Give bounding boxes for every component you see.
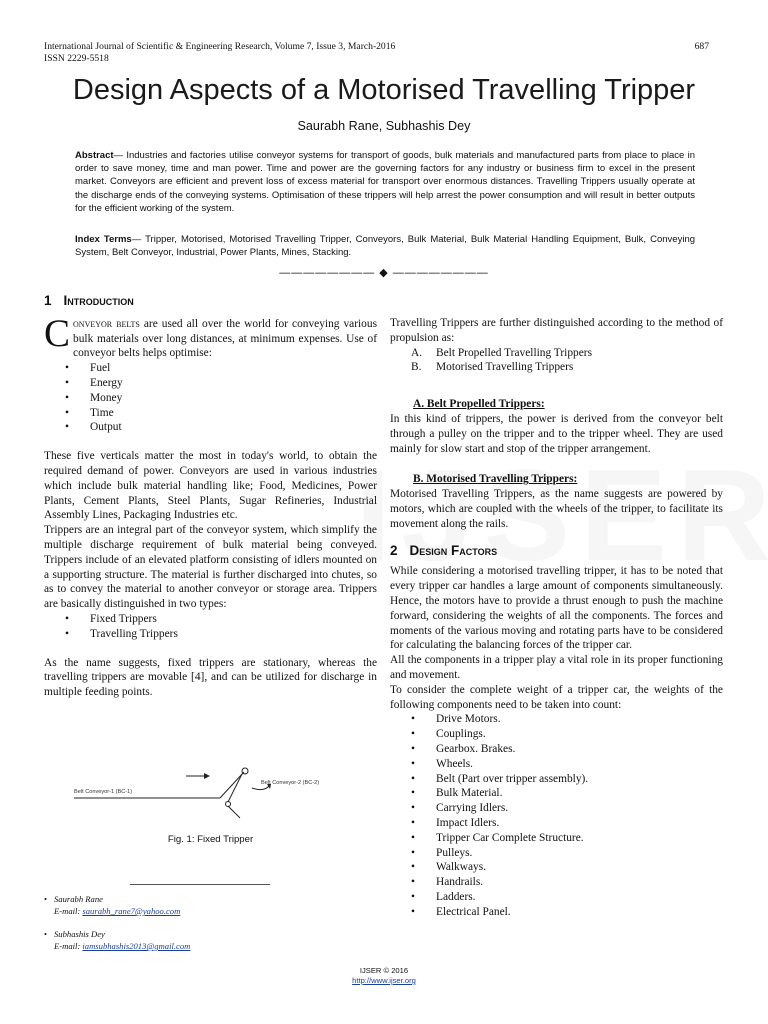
journal-name: International Journal of Scientific & Engineering Research, Volume 7, Issue 3, March-2016 (44, 41, 396, 52)
snub-pulley-icon (226, 802, 231, 807)
section-separator: ———————— ◆ ———————— (279, 267, 489, 279)
list-item: • Fuel (90, 361, 377, 376)
section-1-heading (44, 294, 377, 309)
section-2-title: Design Factors (409, 542, 498, 558)
tripper-types-list (44, 612, 377, 642)
return-belt (228, 774, 242, 802)
list-item: • Wheels. (436, 757, 723, 772)
index-terms-label: Index Terms (75, 234, 132, 245)
list-item: • Impact Idlers. (436, 816, 723, 831)
email-label: E-mail: (54, 941, 83, 951)
list-item: • Carrying Idlers. (436, 801, 723, 816)
copyright: IJSER © 2016 (359, 966, 409, 975)
section-2-number: 2 (390, 542, 398, 558)
author-email-link[interactable]: saurabh_rane7@yahoo.com (82, 906, 181, 916)
list-item: • Electrical Panel. (436, 905, 723, 920)
paper-title: Design Aspects of a Motorised Travelling Tripper (72, 74, 696, 106)
paragraph: To consider the complete weight of a tripper car, the weights of the following components need to be taken into count: (390, 683, 723, 711)
list-item: • Fixed Trippers (90, 612, 377, 627)
list-item: • Drive Motors. (436, 712, 723, 727)
issn: ISSN 2229-5518 (44, 53, 109, 64)
components-list (390, 712, 723, 919)
author-name: Subhashis Dey (54, 929, 105, 939)
right-column (390, 316, 723, 919)
list-item: • Belt (Part over tripper assembly). (436, 772, 723, 787)
abstract-text: — Industries and factories utilise conveyor systems for transport of goods, bulk materials and manufactured parts from place to place in order to save money, time and man power. Time and power are the governing factors for any industry or business firm to excel in the present market. Conveyors are efficient and prevent loss of excess material for transport over enormous distances. Travelling Trippers usually operate at the discharge ends of the conveying systems. Optimisation of these trippers will help arrest the power consumption and will result in better outputs for the efficient working of the system. (75, 150, 695, 214)
footnote-author-2 (44, 928, 344, 952)
paragraph: All the components in a tripper play a vital role in its proper functioning and movement. (390, 654, 723, 681)
list-item: • Money (90, 391, 377, 406)
list-item: • Ladders. (436, 890, 723, 905)
footnote-author-1 (44, 893, 344, 917)
intro-paragraph (44, 311, 377, 361)
section-1-number: 1 (44, 293, 52, 308)
left-column (44, 294, 377, 700)
paragraph: These five verticals matter the most in today's world, to obtain the required demand of power. Conveyors are used in various industries which include bulk material handling like; Food, Medicines, Power Plants, Cement Plants, Steel Plants, Sugar Refineries, Industrial Assembly Lines, Packaging Industries etc. (44, 450, 377, 522)
fixed-tripper-diagram (70, 762, 340, 822)
list-item: • Walkways. (436, 860, 723, 875)
paragraph: In this kind of trippers, the power is derived from the conveyor belt through a pulley on the tripper and to the tripper wheel. They are used mainly for slow start and stop of the tripper arrangement. (390, 412, 723, 455)
list-item: • Gearbox. Brakes. (436, 742, 723, 757)
paragraph: While considering a motorised travelling tripper, it has to be noted that every tripper car handles a large amount of components simultaneously. Hence, the motors have to provide a thrust enough to push the machine forward, considering the weights of all the components. The forces and moments of the various moving and rotating parts have to be considered for calculating the balancing forces of the tripper car. (390, 565, 723, 652)
list-item: • Output (90, 420, 377, 435)
intro-text: are used all over the world for conveying various bulk materials over long distances, at minimum expenses. Use of conveyor belts helps optimise: (73, 317, 377, 360)
list-item (411, 360, 723, 375)
discharge-arrow (252, 786, 269, 790)
footnote-rule (130, 884, 270, 885)
list-item: • Bulk Material. (436, 786, 723, 801)
list-item: • Energy (90, 376, 377, 391)
list-item: • Time (90, 406, 377, 421)
journal-header (44, 41, 604, 65)
list-item: • Travelling Trippers (90, 627, 377, 642)
subsection-a-heading: A. Belt Propelled Trippers: (413, 398, 545, 411)
figure-caption: Fig. 1: Fixed Tripper (167, 834, 254, 845)
bullet: • (44, 929, 48, 939)
bc2-label: Belt Conveyor-2 (BC-2) (261, 780, 320, 786)
section-1-title: Introduction (63, 293, 134, 308)
list-item: • Tripper Car Complete Structure. (436, 831, 723, 846)
list-item (411, 346, 723, 361)
head-pulley-icon (242, 768, 248, 774)
page-footer (0, 966, 768, 986)
intro-caps: onveyor belts (73, 317, 140, 330)
index-terms-text: — Tripper, Motorised, Motorised Travelling Tripper, Conveyors, Bulk Material, Bulk Material Handling Equipment, Bulk, Conveying System, Belt Conveyor, Industrial, Power Plants, Mines, Stacking. (75, 234, 696, 259)
section-2-heading (390, 544, 723, 559)
paper-authors: Saurabh Rane, Subhashis Dey (297, 119, 471, 133)
optimise-list (44, 361, 377, 435)
author-email-link[interactable]: iamsubhashis2013@gmail.com (82, 941, 191, 951)
email-label: E-mail: (54, 906, 83, 916)
list-label: Belt Propelled Travelling Trippers (436, 346, 592, 359)
index-terms (75, 233, 695, 259)
list-marker: B. (411, 361, 422, 374)
list-marker: A. (411, 346, 423, 359)
subsection-b-heading: B. Motorised Travelling Trippers: (413, 473, 578, 486)
abstract (75, 149, 695, 215)
paragraph: As the name suggests, fixed trippers are stationary, whereas the travelling trippers are movable [4], and can be utilized for discharge in multiple feeding points. (44, 656, 377, 699)
paragraph: Motorised Travelling Trippers, as the name suggests are powered by motors, which are coupled with the wheels of the tripper, to facilitate its movement along the rails. (390, 488, 723, 530)
list-label: Motorised Travelling Trippers (436, 361, 574, 374)
list-item: • Couplings. (436, 727, 723, 742)
propulsion-list (390, 346, 723, 376)
paragraph: Travelling Trippers are further distinguished according to the method of propulsion as: (390, 317, 723, 344)
return-belt-lower (228, 806, 240, 818)
abstract-label: Abstract (75, 150, 114, 161)
author-email-row (54, 940, 344, 952)
bc1-label: Belt Conveyor-1 (BC-1) (74, 789, 133, 795)
arrowhead (204, 773, 210, 779)
paragraph: Trippers are an integral part of the conveyor system, which simplify the multiple discharge requirement of bulk material being conveyed. Trippers include of an elevated platform consisting of idlers mounted on a supporting structure. The material is further discharged into chutes, so as to convey the material to another conveyor or storage area. Trippers are basically distinguished in two types: (44, 524, 377, 611)
bullet: • (44, 894, 48, 904)
author-email-row (54, 905, 344, 917)
page-number: 687 (694, 41, 709, 52)
list-item: • Handrails. (436, 875, 723, 890)
author-name: Saurabh Rane (54, 894, 103, 904)
journal-url-link[interactable]: http://www.ijser.org (352, 976, 416, 985)
list-item: • Pulleys. (436, 846, 723, 861)
drop-cap: C (44, 311, 71, 355)
